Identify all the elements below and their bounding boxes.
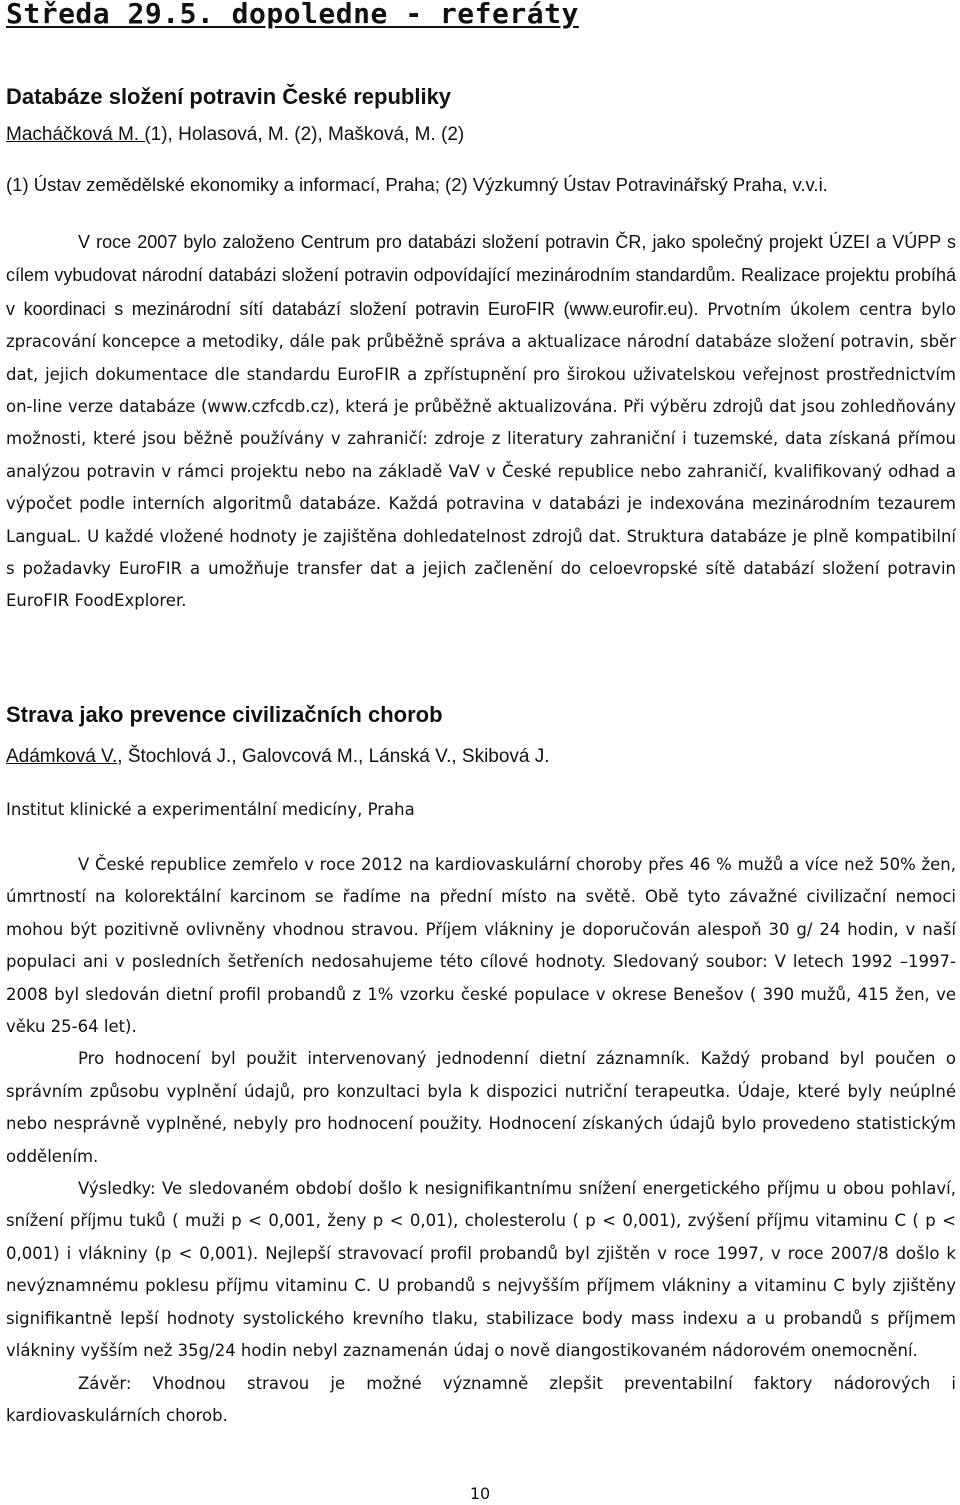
section1-affiliation: (1) Ústav zemědělské ekonomiky a informací, Praha; (2) Výzkumný Ústav Potravinářský Praha, v.v.i. [6, 174, 828, 195]
section1-paragraph-part-b: Prvotním úkolem centra bylo zpracování koncepce a metodiky, dále pak průběžně správa a aktualizace národní databáze složení potravin, sběr dat, jejich dokumentace dle standardu EuroFIR a zpřístupnění pro širokou uživatelskou veřejnost prostřednictvím on-line verze databáze (www.czfcdb.cz), která je průběžně aktualizována. Při výběru zdrojů dat jsou zohledňovány možnosti, které jsou běžně používány v zahraničí: zdroje z literatury zahraniční i tuzemské, data získaná přímou analýzou potravin v rámci projektu nebo na základě VaV v České republice nebo zahraničí, kvalifikovaný odhad a výpočet podle interních algoritmů databáze. Každá potravina v databázi je indexována mezinárodním tezaurem LanguaL. U každé vložené hodnoty je zajištěna dohledatelnost zdrojů dat. Struktura databáze je plně kompatibilní s požadavky EuroFIR a umožňuje transfer dat a jejich začlenění do celoevropské sítě databází složení potravin EuroFIR FoodExplorer. [6, 299, 956, 611]
section1-abstract [6, 226, 956, 618]
section2-paragraph-1: V České republice zemřelo v roce 2012 na kardiovaskulární choroby přes 46 % mužů a více než 50% žen, úmrtností na kolorektální karcinom se řadíme na přední místo na světě. Obě tyto závažné civilizační nemoci mohou být pozitivně ovlivněny vhodnou stravou. Příjem vlákniny je doporučován alespoň 30 g/ 24 hodin, v naší populaci ani v posledních šetřeních nedosahujeme této cílové hodnoty. Sledovaný soubor: V letech 1992 –1997- 2008 byl sledován dietní profil probandů z 1% vzorku české populace v okrese Benešov ( 390 mužů, 415 žen, ve věku 25-64 let). [6, 855, 956, 1037]
section1-authors-underlined: Macháčková M. ( [6, 124, 151, 145]
section2-authors-underlined: Adámková V. [6, 746, 118, 767]
section2-authors-rest: , Štochlová J., Galovcová M., Lánská V., Skibová J. [117, 746, 550, 767]
section2-authors [6, 744, 550, 770]
section1-paragraph [6, 226, 956, 618]
section2-paragraph-4: Závěr: Vhodnou stravou je možné významně zlepšit preventabilní faktory nádorových i kardiovaskulárních chorob. [6, 1373, 956, 1425]
section2-title: Strava jako prevence civilizačních chorob [6, 702, 443, 727]
section1-title: Databáze složení potravin České republiky [6, 84, 452, 109]
section2-abstract [6, 849, 956, 1432]
section2-affiliation: Institut klinické a experimentální medicíny, Praha [6, 800, 415, 819]
section1-authors [6, 122, 464, 148]
section1-paragraph-part-a: V roce 2007 bylo založeno Centrum pro databázi složení potravin ČR, jako společný projekt ÚZEI a VÚPP s cílem vybudovat národní databázi složení potravin odpovídající mezinárodním standardům. Realizace projektu probíhá v koordinaci s mezinárodní sítí databází složení potravin EuroFIR (www.eurofir.eu). [6, 232, 956, 319]
section2-paragraph-3: Výsledky: Ve sledovaném období došlo k nesignifikantnímu snížení energetického příjmu u obou pohlaví, snížení příjmu tuků ( muži p < 0,001, ženy p < 0,01), cholesterolu ( p < 0,001), zvýšení příjmu vitaminu C ( p < 0,001) i vlákniny (p < 0,001). Nejlepší stravovací profil probandů byl zjištěn v roce 1997, v roce 2007/8 došlo k nevýznamnému poklesu příjmu vitaminu C. U probandů s nejvyšším příjmem vlákniny a vitaminu C byly zjištěny signifikantně lepší hodnoty systolického krevního tlaku, stabilizace body mass indexu a u probandů s příjmem vlákniny vyšším než 35g/24 hodin nebyl zaznamenán údaj o nově diangostikovaném nádorovém onemocnění. [6, 1179, 956, 1361]
page-heading: Středa 29.5. dopoledne - referáty [6, 0, 579, 30]
section1-authors-rest: 1), Holasová, M. (2), Mašková, M. (2) [150, 124, 465, 145]
section2-paragraph-2: Pro hodnocení byl použit intervenovaný jednodenní dietní záznamník. Každý proband byl poučen o správním způsobu vyplnění údajů, pro konzultaci byla k dispozici nutriční terapeutka. Údaje, které byly neúplné nebo nesprávně vyplněné, nebyly pro hodnocení použity. Hodnocení získaných údajů bylo provedeno statistickým oddělením. [6, 1049, 956, 1166]
page-number: 10 [469, 1484, 491, 1503]
